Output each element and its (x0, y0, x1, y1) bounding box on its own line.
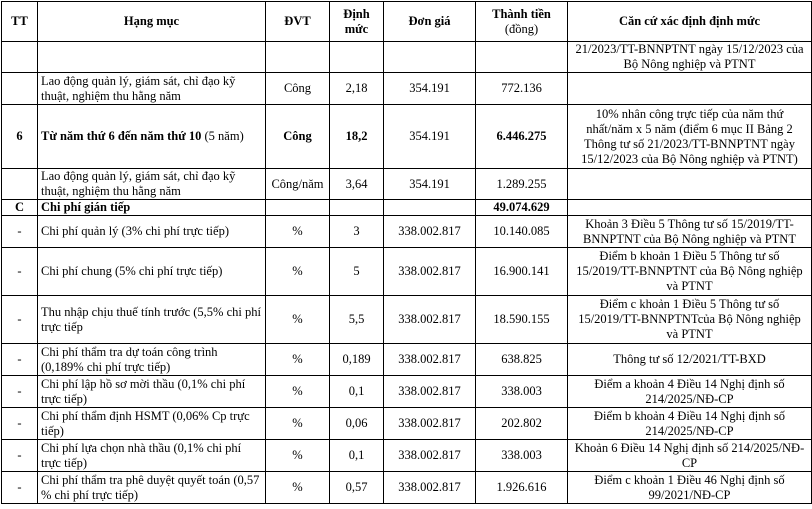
table-row (2, 248, 812, 296)
table-row (2, 216, 812, 248)
table-row (2, 376, 812, 408)
table-header-row (2, 2, 812, 42)
table-row (2, 42, 812, 73)
cell-hang-muc (38, 105, 266, 169)
cell-hang-muc: Lao động quản lý, giám sát, chỉ đạo kỹ thuật, nghiệm thu hằng năm (38, 73, 266, 105)
cell-thanh-tien: 202.802 (476, 408, 568, 440)
cell-don-gia: 338.002.817 (384, 296, 476, 344)
cell-hang-muc: Chi phí thẩm tra phê duyệt quyết toán (0,57 % chi phí trực tiếp) (38, 472, 266, 504)
cell-can-cu: Điểm c khoản 1 Điều 5 Thông tư số 15/2019/TT-BNNPTNTcủa Bộ Nông nghiệp và PTNT (568, 296, 812, 344)
cell-hang-muc: Chi phí gián tiếp (38, 200, 266, 216)
cell-thanh-tien: 772.136 (476, 73, 568, 105)
cell-dinh-muc: 3,64 (330, 169, 384, 200)
cell-dinh-muc: 3 (330, 216, 384, 248)
cell-dvt: % (266, 296, 330, 344)
cell-thanh-tien: 338.003 (476, 376, 568, 408)
cost-estimate-table (1, 1, 812, 504)
cell-tt: - (2, 376, 38, 408)
cell-thanh-tien: 338.003 (476, 440, 568, 472)
col-header-tt: TT (2, 2, 38, 42)
cell-can-cu: Điểm c khoản 1 Điều 46 Nghị định số 99/2021/NĐ-CP (568, 472, 812, 504)
cell-can-cu: Khoản 6 Điều 14 Nghị định số 214/2025/NĐ-CP (568, 440, 812, 472)
cell-dinh-muc: 2,18 (330, 73, 384, 105)
cell-tt: - (2, 248, 38, 296)
col-header-dvt: ĐVT (266, 2, 330, 42)
cell-thanh-tien: 18.590.155 (476, 296, 568, 344)
table-row (2, 73, 812, 105)
table-row (2, 472, 812, 504)
cell-thanh-tien: 1.926.616 (476, 472, 568, 504)
cell-tt: - (2, 344, 38, 376)
cell-don-gia: 338.002.817 (384, 408, 476, 440)
col-header-dinh-muc: Định mức (330, 2, 384, 42)
cell-dvt: Công/năm (266, 169, 330, 200)
cell-dvt: % (266, 472, 330, 504)
cell-dvt: % (266, 408, 330, 440)
cell-can-cu: Điểm b khoản 1 Điều 5 Thông tư số 15/2019/TT-BNNPTNT của Bộ Nông nghiệp và PTNT (568, 248, 812, 296)
cell-dinh-muc: 5,5 (330, 296, 384, 344)
cell-hang-muc: Chi phí thẩm định HSMT (0,06% Cp trực tiếp) (38, 408, 266, 440)
cell-don-gia: 338.002.817 (384, 376, 476, 408)
cell-tt: - (2, 296, 38, 344)
table-row (2, 169, 812, 200)
cell-dinh-muc: 5 (330, 248, 384, 296)
cell-hang-muc-suffix: (5 năm) (201, 129, 244, 143)
cell-dvt: % (266, 440, 330, 472)
cell-dinh-muc (330, 42, 384, 73)
cell-thanh-tien: 16.900.141 (476, 248, 568, 296)
cell-don-gia: 354.191 (384, 73, 476, 105)
cell-thanh-tien: 1.289.255 (476, 169, 568, 200)
cell-can-cu (568, 200, 812, 216)
cell-can-cu: 10% nhân công trực tiếp của năm thứ nhất/năm x 5 năm (điểm 6 mục II Bảng 2 Thông tư số 21/2023/TT-BNNPTNT ngày 15/12/2023 của Bộ Nông nghiệp và PTNT) (568, 105, 812, 169)
cell-dvt (266, 200, 330, 216)
cell-hang-muc: Chi phí lập hồ sơ mời thầu (0,1% chi phí trực tiếp) (38, 376, 266, 408)
cell-thanh-tien: 49.074.629 (476, 200, 568, 216)
col-header-thanh-tien (476, 2, 568, 42)
cell-don-gia: 338.002.817 (384, 440, 476, 472)
cell-dvt: % (266, 344, 330, 376)
cell-tt (2, 73, 38, 105)
cell-tt: - (2, 216, 38, 248)
cell-can-cu: Thông tư số 12/2021/TT-BXD (568, 344, 812, 376)
col-header-thanh-tien-label: Thành tiền (492, 6, 551, 21)
cell-hang-muc: Lao động quản lý, giám sát, chỉ đạo kỹ thuật, nghiệm thu hằng năm (38, 169, 266, 200)
cell-dvt: % (266, 248, 330, 296)
cell-dinh-muc: 0,1 (330, 440, 384, 472)
cell-can-cu (568, 73, 812, 105)
cell-can-cu: 21/2023/TT-BNNPTNT ngày 15/12/2023 của Bộ Nông nghiệp và PTNT (568, 42, 812, 73)
cell-hang-muc: Thu nhập chịu thuế tính trước (5,5% chi phí trực tiếp (38, 296, 266, 344)
cell-dvt: Công (266, 105, 330, 169)
cell-dinh-muc (330, 200, 384, 216)
cell-dinh-muc: 0,57 (330, 472, 384, 504)
table-row (2, 408, 812, 440)
cell-dinh-muc: 0,1 (330, 376, 384, 408)
cell-dinh-muc: 0,189 (330, 344, 384, 376)
cell-don-gia: 338.002.817 (384, 216, 476, 248)
table-row (2, 344, 812, 376)
cell-thanh-tien: 10.140.085 (476, 216, 568, 248)
cell-dinh-muc: 0,06 (330, 408, 384, 440)
cell-hang-muc-bold: Từ năm thứ 6 đến năm thứ 10 (41, 129, 202, 143)
cell-don-gia: 354.191 (384, 169, 476, 200)
cell-dvt (266, 42, 330, 73)
cell-don-gia: 338.002.817 (384, 344, 476, 376)
cell-tt: - (2, 408, 38, 440)
cell-tt (2, 42, 38, 73)
cell-can-cu: Điểm b khoản 4 Điều 14 Nghị định số 214/2025/NĐ-CP (568, 408, 812, 440)
col-header-thanh-tien-unit: (đồng) (504, 21, 539, 36)
cell-tt: C (2, 200, 38, 216)
table-row (2, 440, 812, 472)
cell-thanh-tien: 638.825 (476, 344, 568, 376)
col-header-hang-muc: Hạng mục (38, 2, 266, 42)
cell-thanh-tien (476, 42, 568, 73)
cell-tt: - (2, 440, 38, 472)
table-row (2, 200, 812, 216)
table-row (2, 105, 812, 169)
cell-don-gia: 354.191 (384, 105, 476, 169)
cell-can-cu (568, 169, 812, 200)
cell-tt: 6 (2, 105, 38, 169)
cell-dvt: % (266, 376, 330, 408)
cell-don-gia: 338.002.817 (384, 472, 476, 504)
cell-tt: - (2, 472, 38, 504)
col-header-can-cu: Căn cứ xác định định mức (568, 2, 812, 42)
cell-hang-muc: Chi phí lựa chọn nhà thầu (0,1% chi phí trực tiếp) (38, 440, 266, 472)
cell-hang-muc: Chi phí chung (5% chi phí trực tiếp) (38, 248, 266, 296)
cell-dvt: Công (266, 73, 330, 105)
cell-can-cu: Điểm a khoản 4 Điều 14 Nghị định số 214/2025/NĐ-CP (568, 376, 812, 408)
cell-can-cu: Khoản 3 Điều 5 Thông tư số 15/2019/TT-BNNPTNT của Bộ Nông nghiệp và PTNT (568, 216, 812, 248)
cell-tt (2, 169, 38, 200)
cell-hang-muc: Chi phí thẩm tra dự toán công trình (0,189% chi phí trực tiếp) (38, 344, 266, 376)
cell-don-gia (384, 42, 476, 73)
cell-hang-muc: Chi phí quản lý (3% chi phí trực tiếp) (38, 216, 266, 248)
cell-hang-muc (38, 42, 266, 73)
table-row (2, 296, 812, 344)
cell-don-gia (384, 200, 476, 216)
col-header-don-gia: Đơn giá (384, 2, 476, 42)
cell-thanh-tien: 6.446.275 (476, 105, 568, 169)
cell-don-gia: 338.002.817 (384, 248, 476, 296)
cell-dvt: % (266, 216, 330, 248)
cell-dinh-muc: 18,2 (330, 105, 384, 169)
